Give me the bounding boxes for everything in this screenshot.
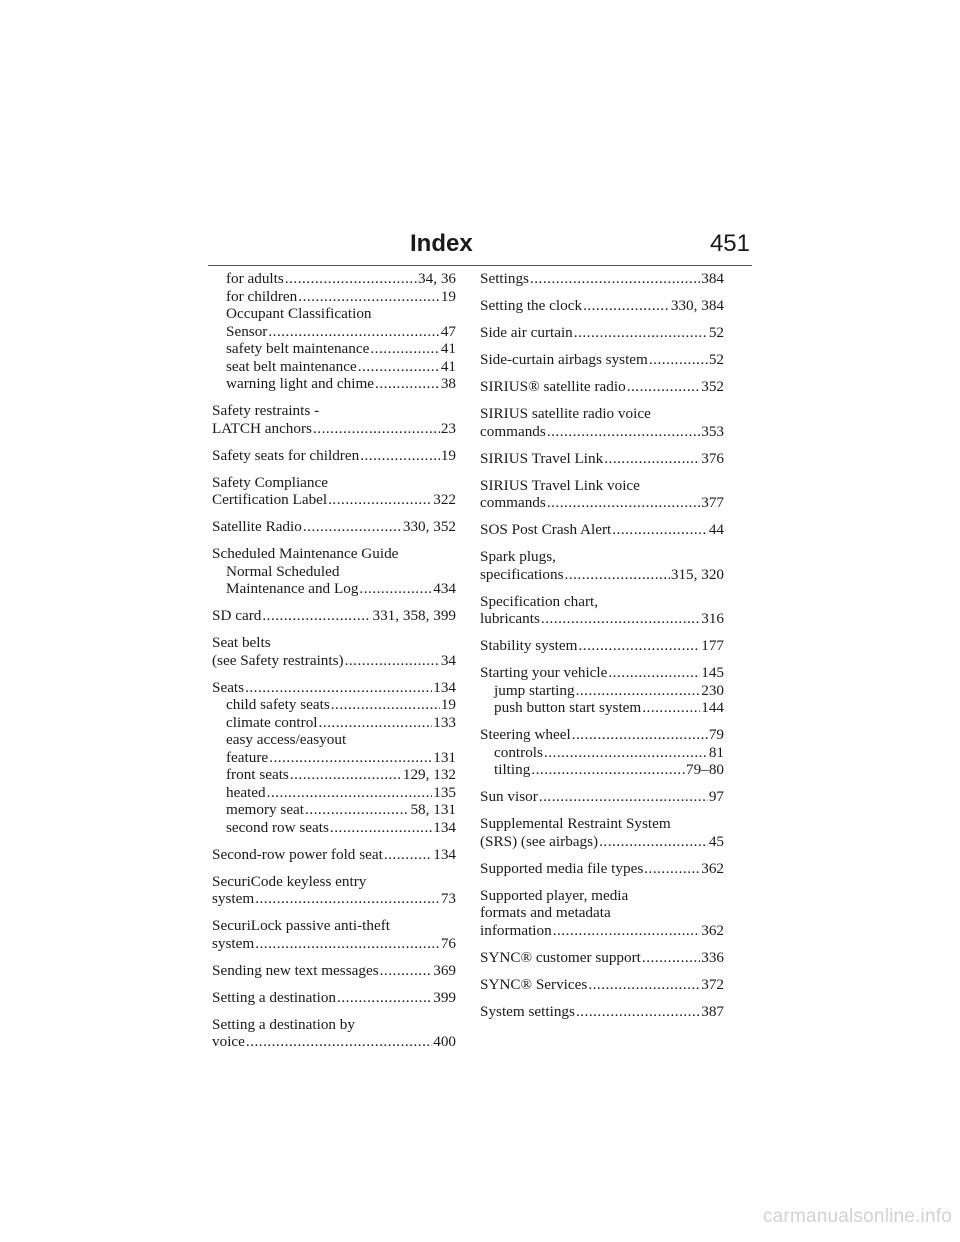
dot-leader: [604, 450, 700, 468]
index-entry: [480, 324, 724, 342]
page-reference: 434: [433, 580, 456, 597]
index-term: push button start system: [494, 699, 642, 716]
index-subentry-line: [212, 731, 456, 749]
index-entry-line: [480, 887, 724, 905]
page-number: 451: [709, 230, 750, 257]
index-subentry-line: [212, 749, 456, 767]
dot-leader: [305, 801, 409, 819]
page-reference: 133: [433, 713, 456, 731]
index-subentry-line: [212, 375, 456, 393]
index-entry-line: [212, 1016, 456, 1034]
page-reference: 76: [440, 934, 456, 952]
index-term: easy access/easyout: [226, 731, 347, 748]
index-term: jump starting: [494, 681, 575, 699]
index-entry-line: [480, 593, 724, 611]
dot-leader: [384, 846, 432, 864]
page-reference: 369: [433, 961, 456, 979]
header-rule: [208, 265, 752, 266]
page-title: Index: [410, 230, 473, 257]
index-subentry-line: [212, 784, 456, 802]
index-term: tilting: [494, 761, 531, 778]
index-subentry-line: [212, 563, 456, 581]
dot-leader: [574, 324, 708, 342]
index-entry-line: [480, 351, 724, 369]
index-term: Safety restraints -: [212, 402, 320, 419]
page-reference: 372: [701, 975, 724, 993]
page-reference: 38: [440, 375, 456, 392]
index-term: Supported player, media: [480, 886, 629, 904]
page-reference: 134: [433, 678, 456, 696]
page-reference: 400: [433, 1033, 456, 1050]
index-term: Occupant Classification: [226, 305, 372, 322]
page-reference: 73: [440, 890, 456, 907]
index-subentry-line: [212, 714, 456, 732]
index-entry-line: [480, 405, 724, 423]
dot-leader: [370, 340, 439, 358]
page-reference: 145: [701, 664, 724, 681]
index-entry-line: [212, 935, 456, 953]
index-entry: [480, 788, 724, 806]
index-subentry-line: [212, 819, 456, 837]
index-entry: [480, 477, 724, 512]
index-term: Sensor: [226, 322, 268, 340]
dot-leader: [298, 288, 440, 306]
index-entry-line: [480, 949, 724, 967]
dot-leader: [285, 270, 417, 288]
index-entry-line: [480, 477, 724, 495]
index-term: for adults: [226, 270, 284, 287]
page-reference: 41: [440, 357, 456, 375]
index-term: Maintenance and Log: [226, 580, 359, 597]
page-reference: 19: [440, 446, 456, 464]
index-entry-line: [480, 904, 724, 922]
page-reference: 52: [708, 324, 724, 341]
dot-leader: [576, 1003, 700, 1021]
page-header: [0, 226, 960, 266]
index-entry: [212, 447, 456, 465]
index-entry: [480, 297, 724, 315]
index-entry: [212, 917, 456, 952]
dot-leader: [588, 976, 700, 994]
index-term: Second-row power fold seat: [212, 845, 383, 863]
page-reference: 315, 320: [670, 565, 724, 583]
dot-leader: [578, 637, 700, 655]
index-column-left: [212, 270, 456, 1060]
dot-leader: [649, 351, 708, 369]
page-reference: 134: [433, 845, 456, 863]
dot-leader: [583, 297, 670, 315]
page-reference: 19: [440, 287, 456, 305]
page-reference: 144: [701, 699, 724, 716]
index-term: commands: [480, 494, 546, 511]
index-column-right: [480, 270, 724, 1030]
index-subentry-line: [480, 761, 724, 779]
index-term: second row seats: [226, 818, 329, 836]
dot-leader: [331, 696, 440, 714]
index-entry: [480, 270, 724, 288]
index-term: Sun visor: [480, 788, 538, 805]
index-entry-line: [480, 324, 724, 342]
index-entry-line: [480, 833, 724, 851]
page-reference: 129, 132: [402, 766, 456, 783]
page-reference: 81: [708, 743, 724, 761]
dot-leader: [547, 494, 700, 512]
page-reference: 352: [701, 378, 724, 395]
index-term: Setting a destination by: [212, 1015, 355, 1033]
index-entry: [480, 351, 724, 369]
page-reference: 52: [708, 351, 724, 368]
index-entry-line: [480, 788, 724, 806]
index-subentry-line: [212, 340, 456, 358]
dot-leader: [553, 922, 701, 940]
index-term: system: [212, 934, 255, 952]
index-term: Setting the clock: [480, 297, 583, 314]
dot-leader: [330, 819, 432, 837]
index-entry-line: [212, 890, 456, 908]
index-entry-line: [212, 447, 456, 465]
dot-leader: [245, 679, 432, 697]
index-term: seat belt maintenance: [226, 357, 357, 375]
page-reference: 330, 384: [670, 297, 724, 314]
index-term: warning light and chime: [226, 375, 375, 392]
dot-leader: [644, 860, 700, 878]
dot-leader: [541, 610, 700, 628]
index-entry-line: [212, 1033, 456, 1051]
index-term: SIRIUS Travel Link voice: [480, 476, 640, 494]
index-entry: [212, 989, 456, 1007]
index-term: heated: [226, 783, 266, 801]
index-term: SIRIUS® satellite radio: [480, 378, 626, 395]
dot-leader: [358, 358, 440, 376]
index-term: SecuriLock passive anti-theft: [212, 917, 390, 934]
index-term: feature: [226, 748, 269, 766]
page-reference: 131: [433, 748, 456, 766]
index-subentry-line: [212, 696, 456, 714]
index-term: formats and metadata: [480, 904, 611, 921]
index-subentry-line: [212, 358, 456, 376]
index-entry: [480, 521, 724, 539]
dot-leader: [608, 664, 700, 682]
index-term: Sending new text messages: [212, 961, 379, 979]
page-reference: 23: [440, 419, 456, 437]
page-reference: 330, 352: [402, 518, 456, 535]
dot-leader: [255, 890, 440, 908]
index-subentry-line: [212, 323, 456, 341]
page-reference: 177: [701, 637, 724, 654]
index-entry-line: [480, 423, 724, 441]
index-entry-line: [212, 491, 456, 509]
index-term: commands: [480, 422, 546, 440]
index-entry: [212, 634, 456, 669]
page-reference: 34: [440, 651, 456, 669]
index-term: SD card: [212, 607, 262, 624]
dot-leader: [380, 962, 433, 980]
index-term: climate control: [226, 713, 318, 731]
dot-leader: [642, 949, 700, 967]
page-reference: 47: [440, 322, 456, 340]
index-term: child safety seats: [226, 696, 330, 713]
page-reference: 316: [701, 610, 724, 627]
page-reference: 58, 131: [410, 801, 456, 818]
dot-leader: [359, 580, 432, 598]
page-reference: 331, 358, 399: [372, 607, 456, 624]
index-entry: [212, 1016, 456, 1051]
index-entry: [480, 593, 724, 628]
index-term: Normal Scheduled: [226, 562, 340, 580]
index-term: safety belt maintenance: [226, 340, 370, 357]
dot-leader: [572, 726, 708, 744]
index-entry: [480, 815, 724, 850]
index-term: Safety seats for children: [212, 446, 360, 464]
page-reference: 362: [701, 921, 724, 939]
index-entry-line: [212, 545, 456, 563]
index-term: Certification Label: [212, 491, 328, 508]
index-entry: [480, 860, 724, 878]
page-reference: 399: [433, 988, 456, 1006]
dot-leader: [642, 699, 700, 717]
page-reference: 97: [708, 788, 724, 805]
index-subentry-line: [212, 580, 456, 598]
index-subentry-line: [212, 766, 456, 784]
dot-leader: [547, 423, 700, 441]
dot-leader: [337, 989, 432, 1007]
index-term: (SRS) (see airbags): [480, 832, 599, 850]
index-entry: [480, 405, 724, 440]
index-entry: [212, 962, 456, 980]
index-entry-line: [212, 474, 456, 492]
index-entry-line: [212, 917, 456, 935]
index-subentry-line: [480, 682, 724, 700]
dot-leader: [576, 682, 701, 700]
index-entry: [480, 450, 724, 468]
page-reference: 336: [701, 948, 724, 966]
index-term: memory seat: [226, 801, 305, 818]
index-entry: [480, 726, 724, 779]
page-reference: 376: [701, 449, 724, 467]
index-entry-line: [480, 922, 724, 940]
index-entry: [480, 378, 724, 396]
index-entry-line: [480, 297, 724, 315]
index-term: Satellite Radio: [212, 518, 302, 535]
index-entry-line: [480, 815, 724, 833]
index-term: Starting your vehicle: [480, 664, 608, 681]
dot-leader: [255, 935, 440, 953]
dot-leader: [262, 607, 371, 625]
index-entry: [212, 474, 456, 509]
index-entry-line: [480, 1003, 724, 1021]
index-subentry-line: [212, 801, 456, 819]
index-term: (see Safety restraints): [212, 651, 344, 669]
dot-leader: [313, 420, 440, 438]
index-entry-line: [480, 726, 724, 744]
index-entry-line: [212, 989, 456, 1007]
dot-leader: [539, 788, 708, 806]
dot-leader: [612, 521, 708, 539]
watermark: carmanualsonline.info: [762, 1206, 952, 1227]
index-term: Side-curtain airbags system: [480, 351, 648, 368]
dot-leader: [290, 766, 402, 784]
index-term: information: [480, 921, 552, 939]
index-term: Spark plugs,: [480, 548, 556, 565]
index-entry-line: [212, 679, 456, 697]
dot-leader: [375, 375, 440, 393]
dot-leader: [565, 566, 670, 584]
index-entry: [480, 976, 724, 994]
index-term: front seats: [226, 766, 289, 783]
index-entry-line: [480, 860, 724, 878]
index-entry: [480, 887, 724, 940]
page-reference: 79–80: [686, 761, 724, 778]
index-entry-line: [480, 664, 724, 682]
page-reference: 362: [701, 859, 724, 877]
page-reference: 384: [701, 270, 724, 287]
index-entry: [212, 270, 456, 393]
index-entry-line: [480, 566, 724, 584]
index-entry-line: [212, 402, 456, 420]
index-entry-line: [212, 962, 456, 980]
index-term: Seats: [212, 678, 245, 696]
page-reference: 353: [701, 422, 724, 440]
index-term: System settings: [480, 1002, 575, 1020]
index-term: lubricants: [480, 610, 540, 627]
index-entry-line: [480, 521, 724, 539]
index-entry: [480, 1003, 724, 1021]
index-entry: [212, 402, 456, 437]
page-reference: 230: [701, 681, 724, 699]
index-term: LATCH anchors: [212, 419, 312, 437]
index-term: Supported media file types: [480, 859, 644, 877]
dot-leader: [328, 491, 432, 509]
index-entry-line: [480, 610, 724, 628]
index-term: voice: [212, 1033, 245, 1050]
index-term: Scheduled Maintenance Guide: [212, 545, 399, 562]
index-term: Stability system: [480, 637, 578, 654]
index-entry: [212, 873, 456, 908]
index-term: Steering wheel: [480, 726, 571, 743]
page-reference: 34, 36: [418, 270, 456, 287]
index-term: SYNC® customer support: [480, 948, 641, 966]
dot-leader: [360, 447, 440, 465]
index-entry-line: [212, 607, 456, 625]
index-entry-line: [212, 873, 456, 891]
dot-leader: [267, 784, 433, 802]
page-reference: 134: [433, 818, 456, 836]
index-term: system: [212, 890, 255, 907]
dot-leader: [530, 270, 700, 288]
index-entry: [212, 518, 456, 536]
page-reference: 79: [708, 726, 724, 743]
index-entry: [212, 607, 456, 625]
page-reference: 387: [701, 1002, 724, 1020]
index-subentry-line: [212, 288, 456, 306]
index-subentry-line: [212, 270, 456, 288]
index-entry-line: [480, 378, 724, 396]
index-term: Supplemental Restraint System: [480, 815, 671, 832]
page-reference: 377: [701, 494, 724, 511]
index-term: Seat belts: [212, 634, 271, 651]
dot-leader: [246, 1033, 432, 1051]
index-term: SOS Post Crash Alert: [480, 521, 612, 538]
index-term: SYNC® Services: [480, 975, 588, 993]
index-entry-line: [480, 494, 724, 512]
index-entry-line: [212, 652, 456, 670]
page-reference: 19: [440, 696, 456, 713]
index-term: Specification chart,: [480, 592, 599, 610]
index-entry: [212, 846, 456, 864]
dot-leader: [319, 714, 433, 732]
index-term: Side air curtain: [480, 324, 573, 341]
index-entry: [480, 949, 724, 967]
dot-leader: [268, 323, 439, 341]
index-entry-line: [480, 976, 724, 994]
index-term: Setting a destination: [212, 988, 337, 1006]
index-entry: [212, 545, 456, 598]
index-entry-line: [212, 846, 456, 864]
index-term: SIRIUS Travel Link: [480, 449, 604, 467]
dot-leader: [544, 744, 708, 762]
index-entry-line: [480, 637, 724, 655]
index-entry: [480, 637, 724, 655]
index-term: for children: [226, 287, 298, 305]
index-term: specifications: [480, 565, 564, 583]
index-term: controls: [494, 743, 543, 761]
index-entry-line: [212, 518, 456, 536]
index-term: Settings: [480, 270, 529, 287]
index-entry-line: [212, 634, 456, 652]
page-reference: 41: [440, 340, 456, 357]
index-entry-line: [480, 450, 724, 468]
page-reference: 45: [708, 832, 724, 850]
dot-leader: [599, 833, 708, 851]
page-reference: 322: [433, 491, 456, 508]
dot-leader: [269, 749, 432, 767]
index-entry: [212, 679, 456, 837]
index-entry-line: [480, 548, 724, 566]
dot-leader: [303, 518, 402, 536]
index-entry-line: [212, 420, 456, 438]
index-subentry-line: [212, 305, 456, 323]
index-term: Safety Compliance: [212, 473, 328, 491]
index-term: SecuriCode keyless entry: [212, 872, 367, 890]
index-term: SIRIUS satellite radio voice: [480, 405, 651, 422]
index-subentry-line: [480, 699, 724, 717]
index-entry-line: [480, 270, 724, 288]
index-subentry-line: [480, 744, 724, 762]
page-reference: 135: [433, 783, 456, 801]
index-entry: [480, 548, 724, 583]
dot-leader: [345, 652, 440, 670]
page-reference: 44: [708, 521, 724, 538]
dot-leader: [627, 378, 701, 396]
index-entry: [480, 664, 724, 717]
dot-leader: [531, 761, 685, 779]
